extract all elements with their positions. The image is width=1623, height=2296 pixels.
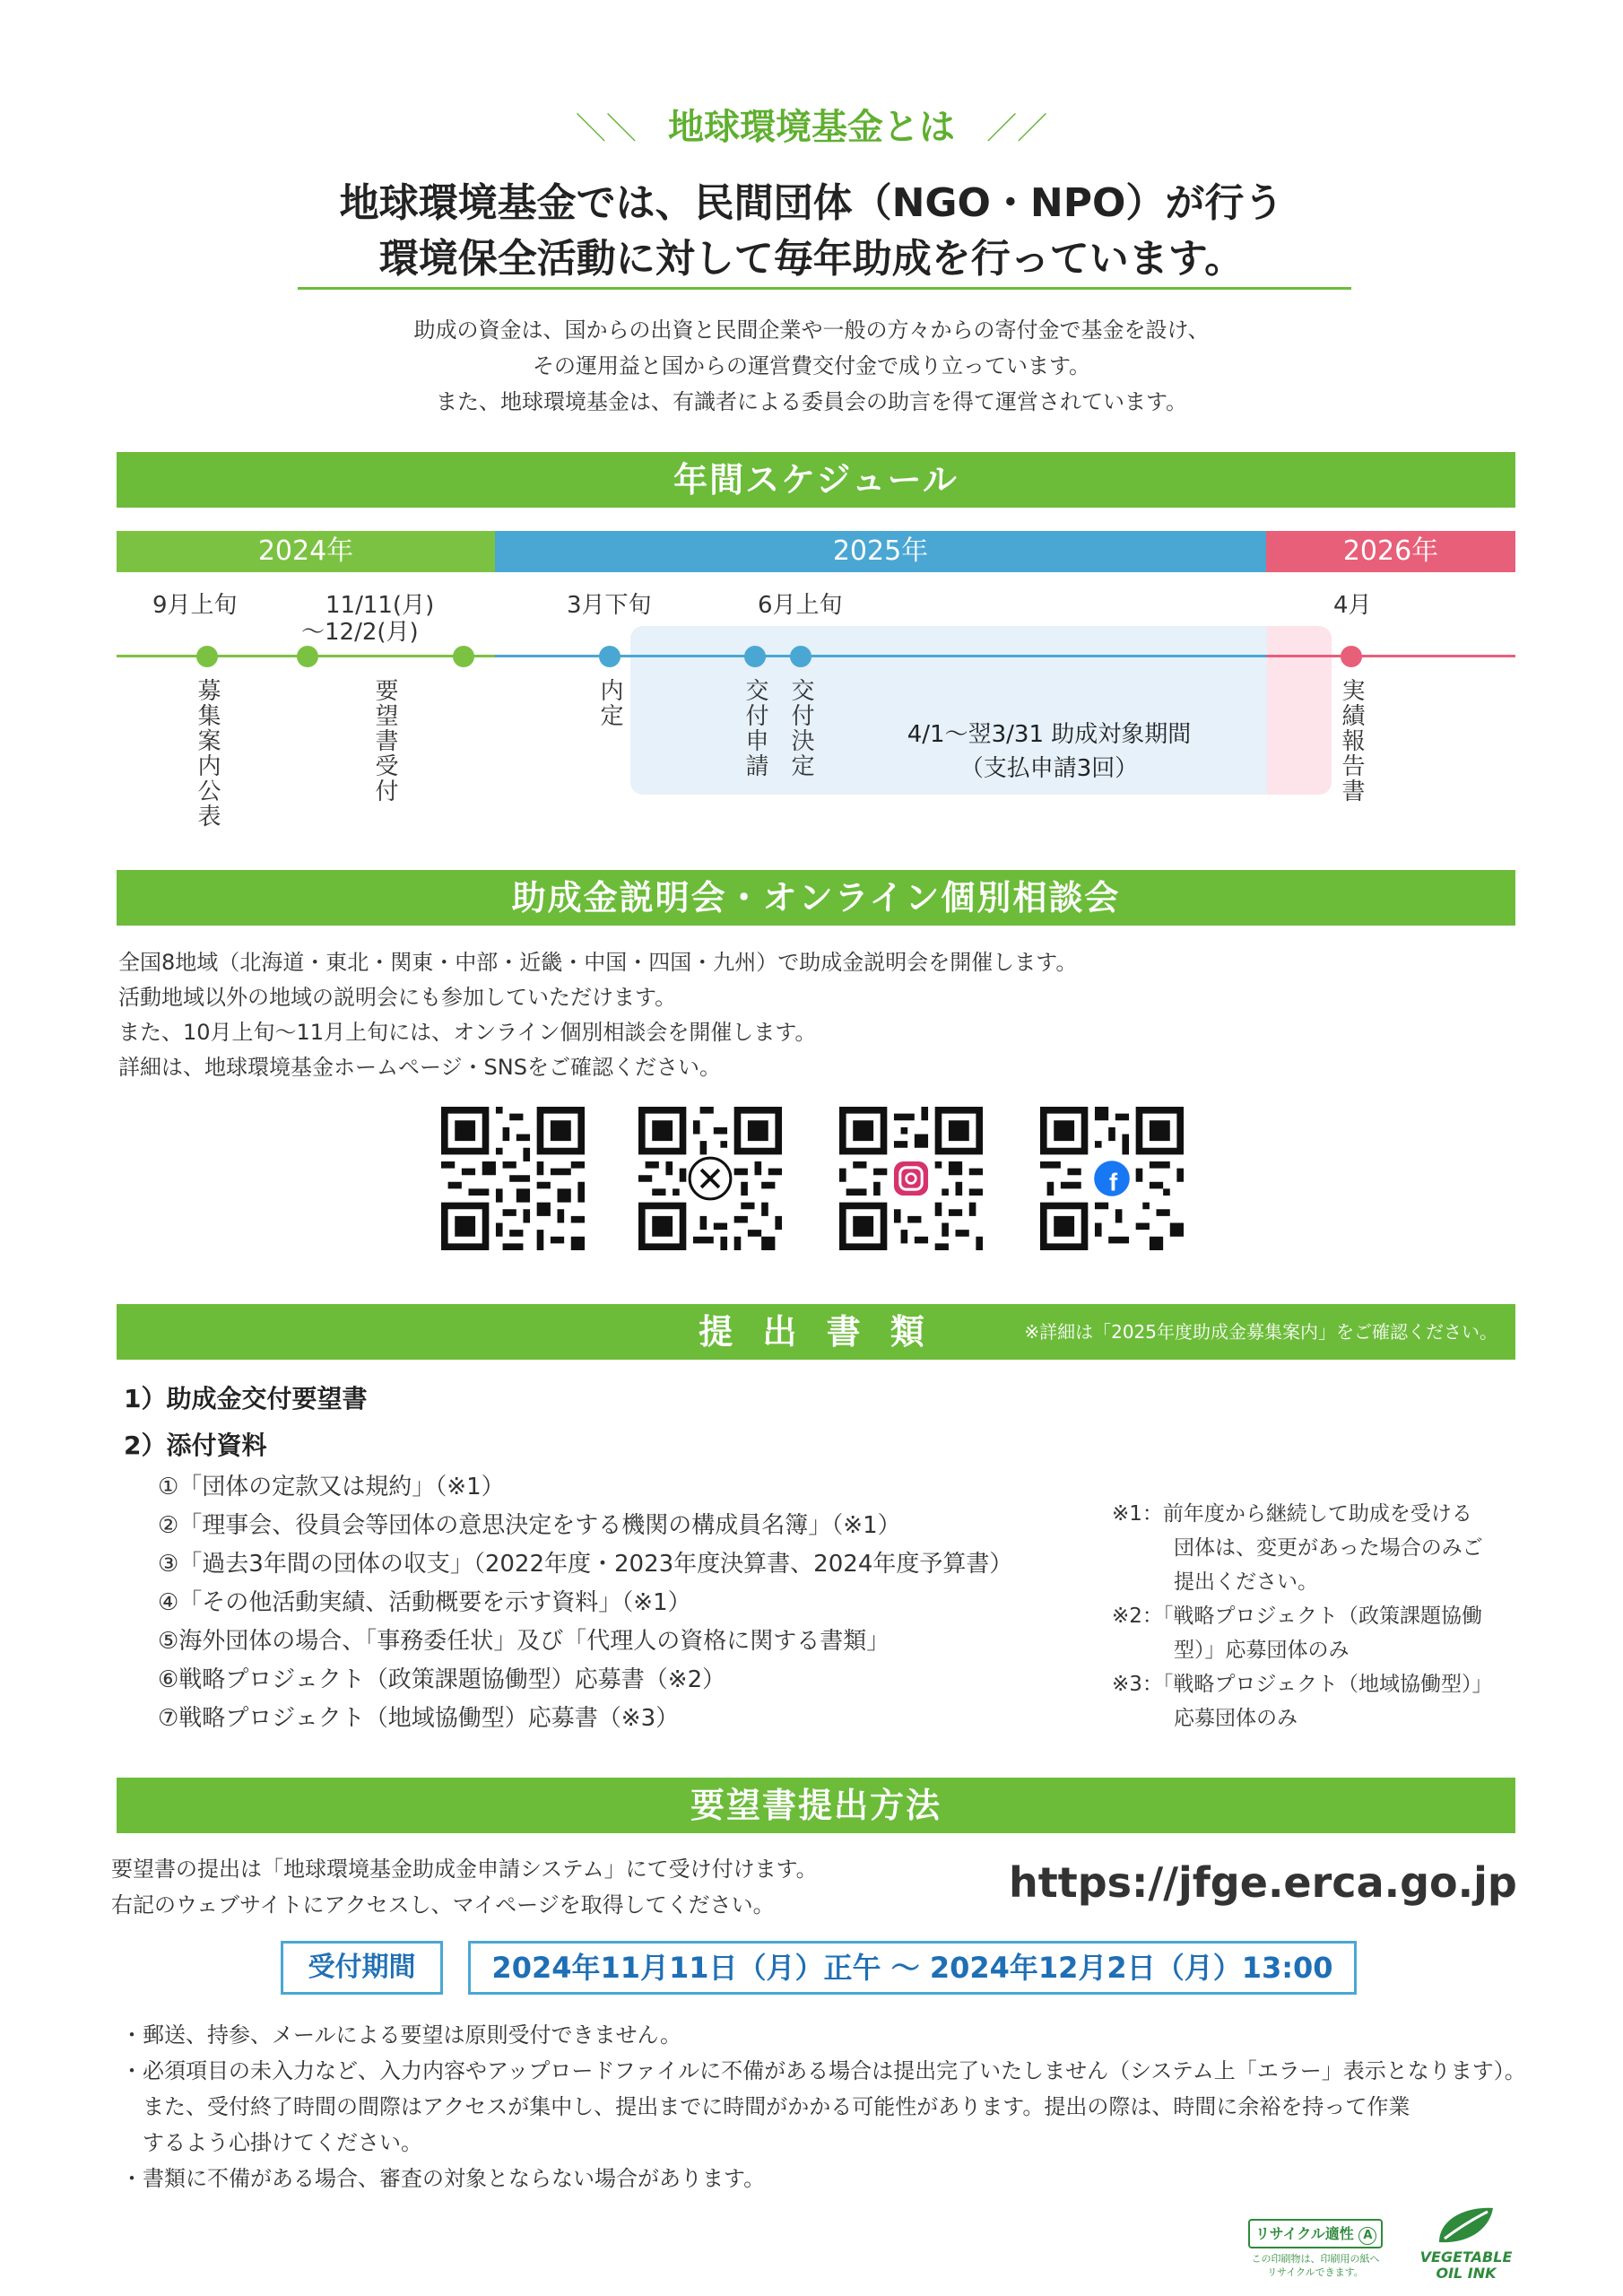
- submission-note: ・書類に不備がある場合、審査の対象とならない場合があります。: [121, 2166, 766, 2191]
- submission-note: ・必須項目の未入力など、入力内容やアップロードファイルに不備がある場合は提出完了いたしません（システム上「エラー」表示となります）。: [121, 2058, 1526, 2083]
- recycle-note-2: リサイクルできます。: [1267, 2266, 1364, 2278]
- milestone-dot: [744, 646, 766, 667]
- documents-note: ※2：「戦略プロジェクト（政策課題協働: [1112, 1605, 1482, 1628]
- documents-heading-label: 提 出 書 類: [699, 1312, 933, 1352]
- documents-heading: [117, 1304, 1515, 1360]
- qr-code-instagram[interactable]: [839, 1107, 983, 1250]
- attachment-3: ③「過去3年間の団体の収支」（2022年度・2023年度決算書、2024年度予算書）: [158, 1551, 1013, 1578]
- milestone-dot: [599, 646, 621, 667]
- year-2024: 2024年: [117, 531, 495, 572]
- submission-line: 右記のウェブサイトにアクセスし、マイページを取得してください。: [111, 1892, 775, 1918]
- period-value: 2024年11月11日（月）正午 〜 2024年12月2日（月）13:00: [468, 1941, 1357, 1995]
- recycle-note-1: この印刷物は、印刷用の紙へ: [1251, 2253, 1380, 2265]
- about-divider: [298, 287, 1351, 290]
- schedule-heading: 年間スケジュール: [117, 452, 1515, 508]
- seminar-body: [118, 945, 1077, 1085]
- decor-slashes-left: ＼＼: [575, 111, 637, 147]
- documents-heading-note: ※詳細は「2025年度助成金募集案内」をご確認ください。: [1024, 1321, 1497, 1343]
- recycle-label: リサイクル適性: [1255, 2225, 1354, 2242]
- documents-note: 型）」応募団体のみ: [1112, 1639, 1350, 1662]
- recycle-grade-icon: A: [1358, 2227, 1376, 2245]
- ink-label-2: OIL INK: [1436, 2265, 1497, 2282]
- recycle-mark: [1248, 2219, 1383, 2285]
- date-apr: 4月: [1333, 592, 1372, 619]
- about-body-line: 助成の資金は、国からの出資と民間企業や一般の方々からの寄付金で基金を設け、: [413, 317, 1210, 343]
- attachment-2: ②「理事会、役員会等団体の意思決定をする機関の構成員名簿」（※1）: [158, 1512, 901, 1539]
- grant-period-text-2: （支払申請3回）: [959, 755, 1139, 782]
- about-body: [0, 312, 1623, 420]
- seminar-line: 全国8地域（北海道・東北・関東・中部・近畿・中国・四国・九州）で助成金説明会を開催します。: [118, 950, 1078, 975]
- attachment-5: ⑤海外団体の場合、「事務委任状」及び「代理人の資格に関する書類」: [158, 1628, 890, 1655]
- qr-code-website[interactable]: [441, 1107, 585, 1250]
- qr-code-x[interactable]: [638, 1107, 782, 1250]
- leaf-icon: [1403, 2203, 1529, 2246]
- attachment-7: ⑦戦略プロジェクト（地域協働型）応募書（※3）: [158, 1705, 680, 1732]
- event-grant-application: 交付申請: [742, 678, 768, 778]
- milestone-dot: [453, 646, 474, 667]
- seminar-line: 詳細は、地球環境基金ホームページ・SNSをご確認ください。: [118, 1055, 721, 1080]
- vegetable-oil-ink-mark: [1403, 2203, 1529, 2292]
- seminar-heading: 助成金説明会・オンライン個別相談会: [117, 870, 1515, 926]
- milestone-dot: [790, 646, 812, 667]
- about-body-line: また、地球環境基金は、有識者による委員会の助言を得て運営されています。: [435, 389, 1188, 414]
- milestone-dot: [1341, 646, 1362, 667]
- grant-period-text-1: 4/1〜翌3/31 助成対象期間: [907, 721, 1192, 748]
- grant-period-area-end: [1267, 626, 1332, 795]
- about-title-row: [0, 99, 1623, 150]
- date-dec: 〜12/2(月): [301, 619, 419, 646]
- timeline-2026: [1266, 655, 1515, 657]
- date-nov: 11/11(月): [325, 592, 435, 619]
- documents-note: ※1：前年度から継続して助成を受ける: [1112, 1502, 1472, 1526]
- attachment-4: ④「その他活動実績、活動概要を示す資料」（※1）: [158, 1589, 691, 1616]
- event-informal-decision: 内定: [596, 678, 623, 728]
- about-title: 地球環境基金とは: [668, 107, 955, 148]
- ink-label-1: VEGETABLE: [1419, 2248, 1513, 2266]
- qr-code-facebook[interactable]: [1040, 1107, 1184, 1250]
- milestone-dot: [297, 646, 318, 667]
- event-report: 実績報告書: [1338, 678, 1365, 804]
- event-grant-decision: 交付決定: [787, 678, 814, 778]
- documents-item-1: 1）助成金交付要望書: [124, 1384, 368, 1413]
- documents-note: 応募団体のみ: [1112, 1707, 1298, 1730]
- about-lead-1: 地球環境基金では、民間団体（NGO・NPO）が行う: [339, 180, 1284, 226]
- event-announcement: 募集案内公表: [194, 678, 221, 829]
- submission-body: [111, 1851, 818, 1923]
- date-sep: 9月上旬: [152, 592, 238, 619]
- attachment-1: ①「団体の定款又は規約」（※1）: [158, 1474, 505, 1500]
- year-2026: 2026年: [1266, 531, 1515, 572]
- submission-note: ・郵送、持参、メールによる要望は原則受付できません。: [121, 2022, 681, 2048]
- submission-line: 要望書の提出は「地球環境基金助成金申請システム」にて受け付けます。: [111, 1857, 818, 1882]
- seminar-line: 活動地域以外の地域の説明会にも参加していただけます。: [118, 985, 677, 1010]
- documents-item-2: 2）添付資料: [124, 1431, 267, 1460]
- period-label: 受付期間: [281, 1941, 443, 1995]
- seminar-line: また、10月上旬〜11月上旬には、オンライン個別相談会を開催します。: [118, 1020, 817, 1045]
- submission-heading: 要望書提出方法: [117, 1778, 1515, 1833]
- documents-note: 団体は、変更があった場合のみご: [1112, 1536, 1483, 1560]
- decor-slashes-right: ／／: [986, 111, 1048, 147]
- attachment-6: ⑥戦略プロジェクト（政策課題協働型）応募書（※2）: [158, 1666, 726, 1693]
- about-body-line: その運用益と国からの運営費交付金で成り立っています。: [532, 353, 1091, 378]
- documents-note: ※3：「戦略プロジェクト（地域協働型）」: [1112, 1673, 1493, 1696]
- documents-note: 提出ください。: [1112, 1570, 1318, 1594]
- year-2025: 2025年: [495, 531, 1266, 572]
- svg-text:f: f: [1108, 1168, 1118, 1196]
- submission-url-link[interactable]: https://jfge.erca.go.jp: [1009, 1858, 1517, 1907]
- event-request-acceptance: 要望書受付: [371, 678, 398, 804]
- submission-note: また、受付終了時間の間際はアクセスが集中し、提出までに時間がかかる可能性があります。提出の際は、時間に余裕を持って作業: [121, 2094, 1410, 2119]
- about-lead-2: 環境保全活動に対して毎年助成を行っています。: [378, 236, 1245, 282]
- date-jun: 6月上旬: [758, 592, 843, 619]
- submission-note: するよう心掛けてください。: [121, 2130, 422, 2155]
- date-mar: 3月下旬: [567, 592, 652, 619]
- milestone-dot: [196, 646, 218, 667]
